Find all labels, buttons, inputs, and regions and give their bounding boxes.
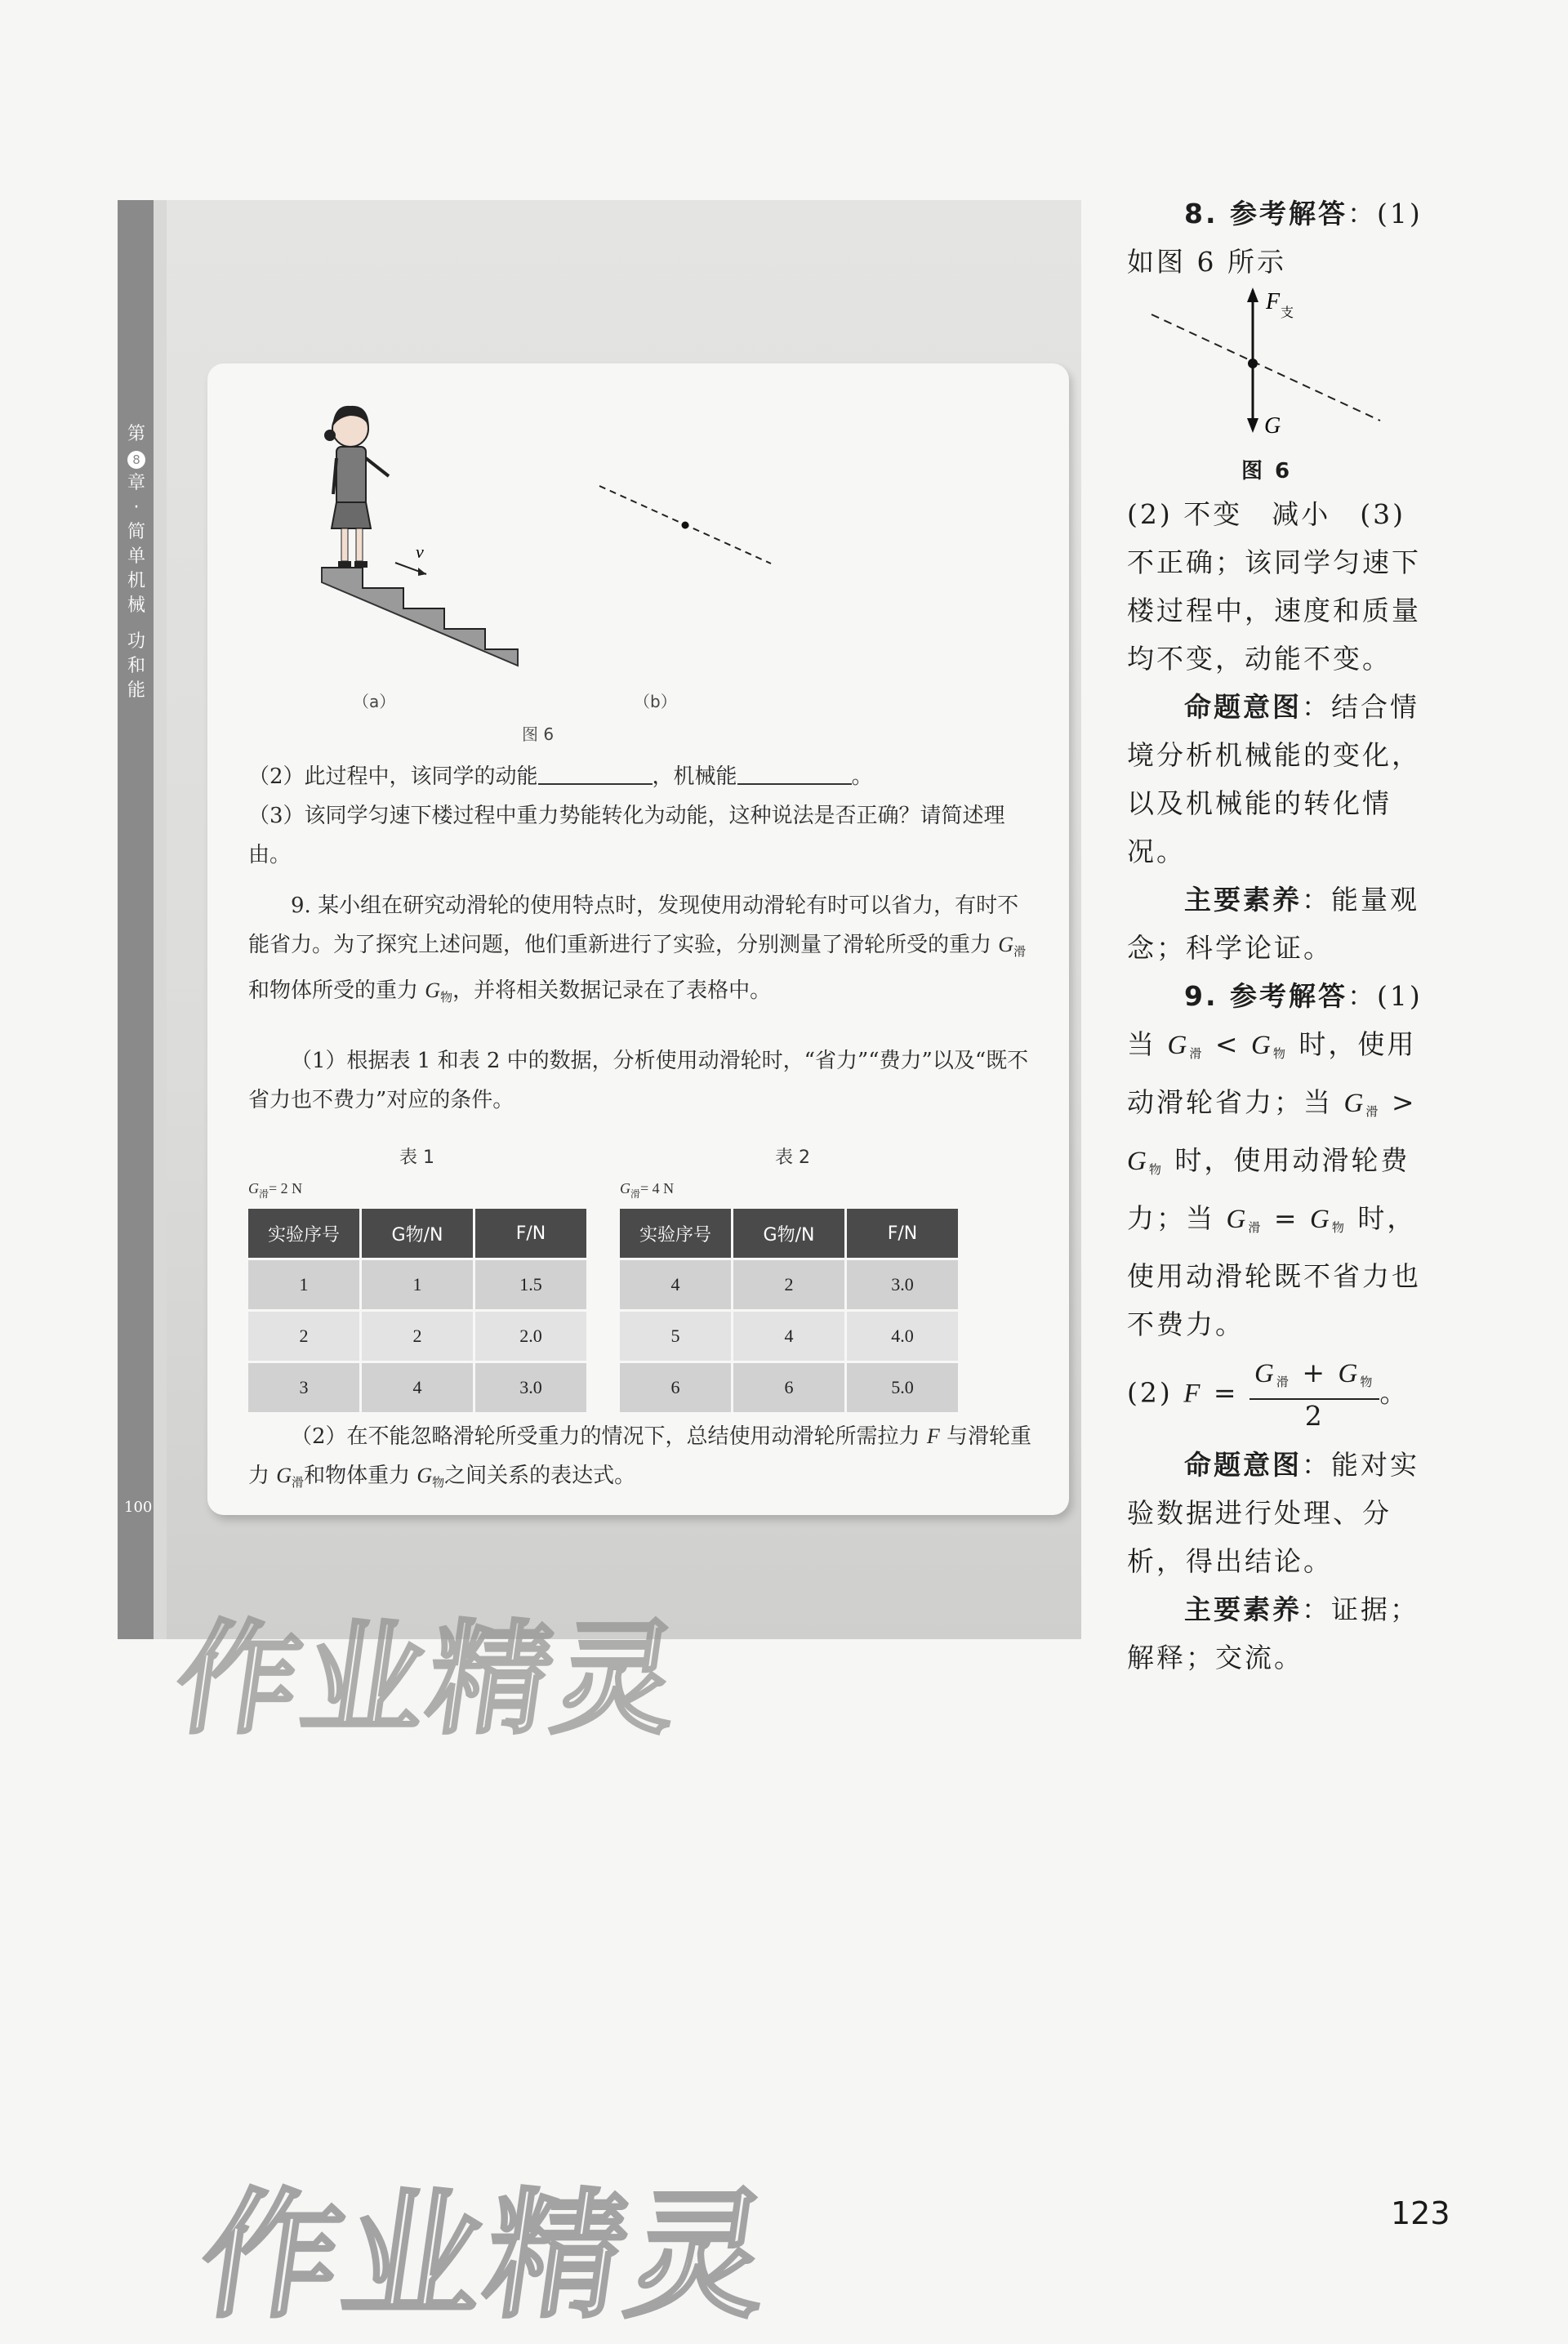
q9-intro-text-a: 9. 某小组在研究动滑轮的使用特点时，发现使用动滑轮有时可以省力，有时不能省力。为了探究上述问题，他们重新进行了实验，分别测量了滑轮所受的重力 <box>248 893 1019 957</box>
table-cell: 2 <box>733 1259 846 1311</box>
table-header: F/N <box>474 1209 587 1259</box>
table-cell: 1 <box>361 1259 474 1311</box>
dashed-slope-line <box>1152 314 1380 421</box>
table-row <box>248 1259 586 1311</box>
sub-object: 物 <box>1148 1162 1164 1177</box>
text: = <box>1263 1202 1310 1234</box>
table1-note <box>248 1180 302 1201</box>
table-header-row <box>620 1209 958 1259</box>
chapter-tab-char: 和 <box>127 656 145 676</box>
sub-pulley: 滑 <box>1013 944 1027 959</box>
chapter-tab-char: 单 <box>127 546 145 567</box>
q9-part2 <box>248 1417 1032 1502</box>
table1-caption: 表 1 <box>399 1147 434 1168</box>
a8-title-rest: ：(1) <box>1348 198 1423 229</box>
watermark-lower: 作业精灵 <box>190 2176 782 2337</box>
text: 时，使用动滑轮费力；当 <box>1127 1144 1410 1234</box>
table-cell: 3 <box>248 1362 361 1413</box>
table-cell: 5 <box>620 1311 733 1362</box>
chapter-tab-char: 机 <box>127 571 145 591</box>
embedded-textbook-page <box>118 200 1081 1751</box>
page-number: 123 <box>1391 2195 1450 2231</box>
table-1 <box>248 1209 586 1412</box>
table-header-row <box>248 1209 586 1259</box>
chapter-tab-char: 第 <box>127 424 145 444</box>
q9-part2-text-a: （2）在不能忽略滑轮所受重力的情况下，总结使用动滑轮所需拉力 <box>291 1424 927 1449</box>
table-cell: 3.0 <box>474 1362 587 1413</box>
a9-title-rest: ：(1) <box>1348 980 1423 1012</box>
support-force-subscript: 支 <box>1281 305 1297 320</box>
gravity-arrowhead <box>1247 418 1258 433</box>
question-card <box>207 363 1069 1515</box>
table2-note-value: = 4 N <box>640 1180 675 1197</box>
var-g: G <box>425 978 441 1002</box>
table-row <box>620 1259 958 1311</box>
figure-caption: 图 6 <box>522 724 555 744</box>
var-g: G <box>276 1464 292 1487</box>
answer-blank[interactable] <box>538 760 653 785</box>
sub-object: 物 <box>440 990 453 1005</box>
var-g: G <box>1343 1089 1366 1118</box>
sub-object: 物 <box>432 1475 445 1490</box>
sub-pulley: 滑 <box>259 1188 270 1200</box>
var-g: G <box>1251 1031 1273 1060</box>
q9-part2-text-d: 之间关系的表达式。 <box>444 1464 636 1488</box>
table-header: G物/N <box>733 1209 846 1259</box>
sub-pulley: 滑 <box>1248 1220 1263 1235</box>
table-cell: 6 <box>733 1362 846 1413</box>
table-cell: 2 <box>248 1311 361 1362</box>
text: = <box>1202 1376 1250 1409</box>
var-g: G <box>1254 1359 1276 1388</box>
a9-title-line <box>1127 972 1429 1020</box>
table-cell: 1 <box>248 1259 361 1311</box>
chapter-tab-char: 简 <box>127 522 145 542</box>
a8-title-line <box>1127 189 1429 238</box>
chapter-side-strip <box>118 200 154 1639</box>
a9-literacy <box>1127 1585 1429 1682</box>
table-cell: 1.5 <box>474 1259 587 1311</box>
gravity-label: G <box>1264 413 1284 439</box>
a9-intent-text: ：能对实验数据进行处理、分析，得出结论。 <box>1127 1449 1419 1577</box>
table-cell: 3.0 <box>846 1259 959 1311</box>
table-header: 实验序号 <box>248 1209 361 1259</box>
chapter-tab-char: 章 <box>127 473 145 493</box>
subfigure-label-b: （b） <box>634 692 677 711</box>
q8-part2-text-a: （2）此过程中，该同学的动能 <box>248 764 538 789</box>
table-header: F/N <box>846 1209 959 1259</box>
center-dot-b <box>682 522 689 529</box>
table-row <box>248 1311 586 1362</box>
table-cell: 5.0 <box>846 1362 959 1413</box>
q9-intro-text-b: 和物体所受的重力 <box>248 978 425 1003</box>
q8-part2 <box>248 757 1032 796</box>
stairs-illustration <box>289 380 861 674</box>
a9-part1 <box>1127 1020 1429 1348</box>
text: 当 <box>1127 1028 1168 1060</box>
chapter-tab-char: 能 <box>127 680 145 701</box>
text: 时，使用动滑轮既不省力也不费力。 <box>1127 1202 1421 1340</box>
a8-part2: (2) 不变 减小 (3) 不正确；该同学匀速下楼过程中，速度和质量均不变，动能不变。 <box>1127 498 1421 675</box>
answer-blank[interactable] <box>737 760 852 785</box>
literacy-label: 主要素养 <box>1184 1593 1302 1625</box>
q8-part3: （3）该同学匀速下楼过程中重力势能转化为动能，这种说法是否正确？请简述理由。 <box>248 804 1005 867</box>
force-diagram <box>1152 286 1396 466</box>
chapter-tab-char: 功 <box>127 631 145 652</box>
table2-note <box>620 1180 674 1201</box>
a8-intent <box>1127 683 1429 876</box>
table1-note-value: = 2 N <box>269 1180 303 1197</box>
text: > <box>1380 1086 1417 1118</box>
q8-part2-text-c: 。 <box>851 764 873 789</box>
answer-figure-caption: 图 6 <box>1241 459 1293 484</box>
fraction-denominator: 2 <box>1304 1400 1325 1432</box>
var-g: G <box>248 1180 259 1197</box>
table-cell: 4 <box>361 1362 474 1413</box>
table-row <box>248 1362 586 1413</box>
sub-pulley: 滑 <box>630 1188 641 1200</box>
a9-intent <box>1127 1441 1429 1585</box>
table-header: 实验序号 <box>620 1209 733 1259</box>
chapter-number-badge: 8 <box>127 451 145 469</box>
var-g: G <box>1338 1359 1361 1388</box>
q9-part1: （1）根据表 1 和表 2 中的数据，分析使用动滑轮时，“省力”“费力”以及“既不省力也不费力”对应的条件。 <box>248 1049 1029 1112</box>
support-force-label: F <box>1266 289 1283 314</box>
sub-pulley: 滑 <box>1276 1375 1291 1389</box>
var-g: G <box>416 1464 433 1487</box>
support-force-arrowhead <box>1247 287 1258 302</box>
q9-part2-text-c: 和物体重力 <box>304 1464 417 1488</box>
chapter-tab <box>124 422 149 703</box>
var-g: G <box>998 933 1014 956</box>
intent-label: 命题意图 <box>1184 1449 1302 1481</box>
var-f: F <box>1183 1379 1203 1409</box>
var-g: G <box>1167 1031 1190 1060</box>
table-cell: 2 <box>361 1311 474 1362</box>
velocity-label: v <box>416 541 424 562</box>
a9-part2-formula <box>1127 1357 1429 1433</box>
text: 时，使用动滑轮省力；当 <box>1127 1028 1417 1118</box>
var-g: G <box>1226 1205 1249 1234</box>
fraction <box>1250 1357 1379 1433</box>
q8-part2-text-b: ，机械能 <box>652 764 737 789</box>
text: (2) <box>1127 1376 1184 1409</box>
table-header: G物/N <box>361 1209 474 1259</box>
chapter-tab-char: 械 <box>127 595 145 616</box>
table-cell: 4 <box>620 1259 733 1311</box>
var-f: F <box>926 1424 940 1448</box>
staircase-shape <box>322 568 518 666</box>
a8-line2: 如图 6 所示 <box>1127 246 1286 278</box>
watermark-upper: 作业精灵 <box>167 1609 691 1751</box>
table-cell: 2.0 <box>474 1311 587 1362</box>
a8-literacy <box>1127 876 1429 972</box>
sub-pulley: 滑 <box>1189 1046 1205 1061</box>
sub-object: 物 <box>1331 1220 1347 1235</box>
intent-label: 命题意图 <box>1184 691 1302 723</box>
text: < <box>1204 1028 1251 1060</box>
table-row <box>620 1362 958 1413</box>
inner-page-number: 100 <box>124 1499 153 1516</box>
answer-column <box>1127 189 1429 1682</box>
figure-6 <box>289 380 861 744</box>
text: + <box>1290 1357 1339 1388</box>
var-g: G <box>1310 1205 1332 1234</box>
chapter-tab-char: · <box>133 497 140 518</box>
table-cell: 4.0 <box>846 1311 959 1362</box>
a8-title: 8. 参考解答 <box>1184 198 1348 229</box>
subfigure-label-a: （a） <box>353 692 396 711</box>
sub-pulley: 滑 <box>292 1475 305 1490</box>
text: 。 <box>1379 1376 1410 1409</box>
q9-intro <box>248 886 1032 1017</box>
answer-figure-6 <box>1127 286 1429 490</box>
a8-literacy-text: ：能量观念；科学论证。 <box>1127 884 1419 964</box>
a9-title: 9. 参考解答 <box>1184 980 1348 1012</box>
var-g: G <box>1127 1147 1149 1176</box>
center-of-mass-dot <box>1248 359 1258 368</box>
var-g: G <box>620 1180 630 1197</box>
q9-intro-text-c: ，并将相关数据记录在了表格中。 <box>452 978 772 1003</box>
table2-caption: 表 2 <box>775 1147 810 1168</box>
a9-literacy-text: ：证据；解释；交流。 <box>1127 1593 1419 1673</box>
table-cell: 6 <box>620 1362 733 1413</box>
a8-intent-text: ：结合情境分析机械能的变化，以及机械能的转化情况。 <box>1127 691 1421 867</box>
sub-object: 物 <box>1272 1046 1288 1061</box>
fraction-numerator <box>1250 1357 1379 1400</box>
girl-figure <box>324 406 389 568</box>
table-cell: 4 <box>733 1311 846 1362</box>
sub-object: 物 <box>1360 1375 1375 1389</box>
q9-part2-text-b: 与滑轮重力 <box>248 1424 1031 1488</box>
literacy-label: 主要素养 <box>1184 884 1302 916</box>
sub-pulley: 滑 <box>1365 1104 1381 1119</box>
table-2 <box>620 1209 958 1412</box>
table-row <box>620 1311 958 1362</box>
